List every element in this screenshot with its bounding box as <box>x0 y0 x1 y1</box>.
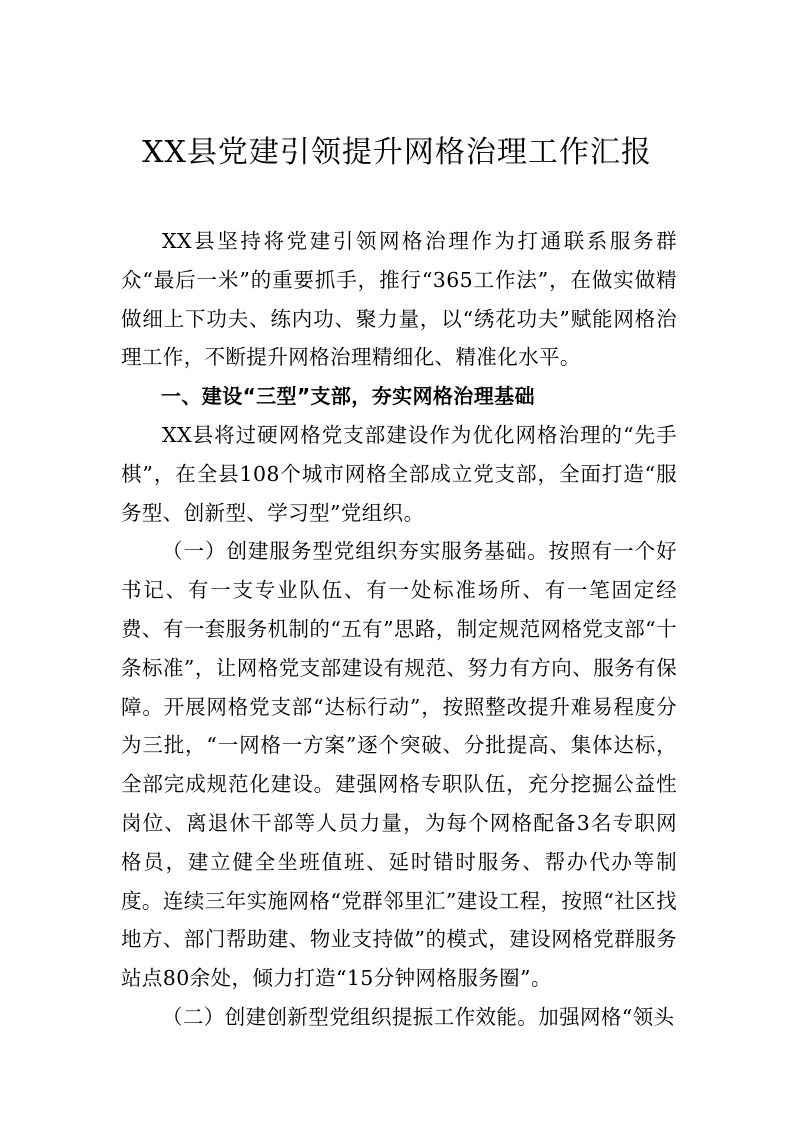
subsection-1-paragraph: （一）创建服务型党组织夯实服务基础。按照有一个好书记、有一支专业队伍、有一处标准场所、有一笔固定经费、有一套服务机制的“五有”思路，制定规范网格党支部“十条标准”，让网格党支部建设有规范、努力有方向、服务有保障。开展网格党支部“达标行动”，按照整改提升难易程度分为三批，“一网格一方案”逐个突破、分批提高、集体达标，全部完成规范化建设。建强网格专职队伍，充分挖掘公益性岗位、离退休干部等人员力量，为每个网格配备3名专职网格员，建立健全坐班值班、延时错时服务、帮办代办等制度。连续三年实施网格“党群邻里汇”建设工程，按照“社区找地方、部门帮助建、物业支持做”的模式，建设网格党群服务站点80余处，倾力打造“15分钟网格服务圈”。 <box>121 539 677 991</box>
document-title: XX县党建引领提升网格治理工作汇报 <box>142 135 652 170</box>
subsection-2-paragraph: （二）创建创新型党组织提振工作效能。加强网格“领头 <box>162 1004 675 1029</box>
intro-paragraph: XX县坚持将党建引领网格治理作为打通联系服务群众“最后一米”的重要抓手，推行“365工作法”，在做实做精做细上下功夫、练内功、聚力量，以“绣花功夫”赋能网格治理工作，不断提升网格治理精细化、精准化水平。 <box>121 229 677 370</box>
document-body <box>121 222 677 1037</box>
section-heading-1: 一、建设“三型”支部，夯实网格治理基础 <box>161 384 535 409</box>
section-1-paragraph: XX县将过硬网格党支部建设作为优化网格治理的“先手棋”，在全县108个城市网格全部成立党支部，全面打造“服务型、创新型、学习型”党组织。 <box>121 422 677 525</box>
